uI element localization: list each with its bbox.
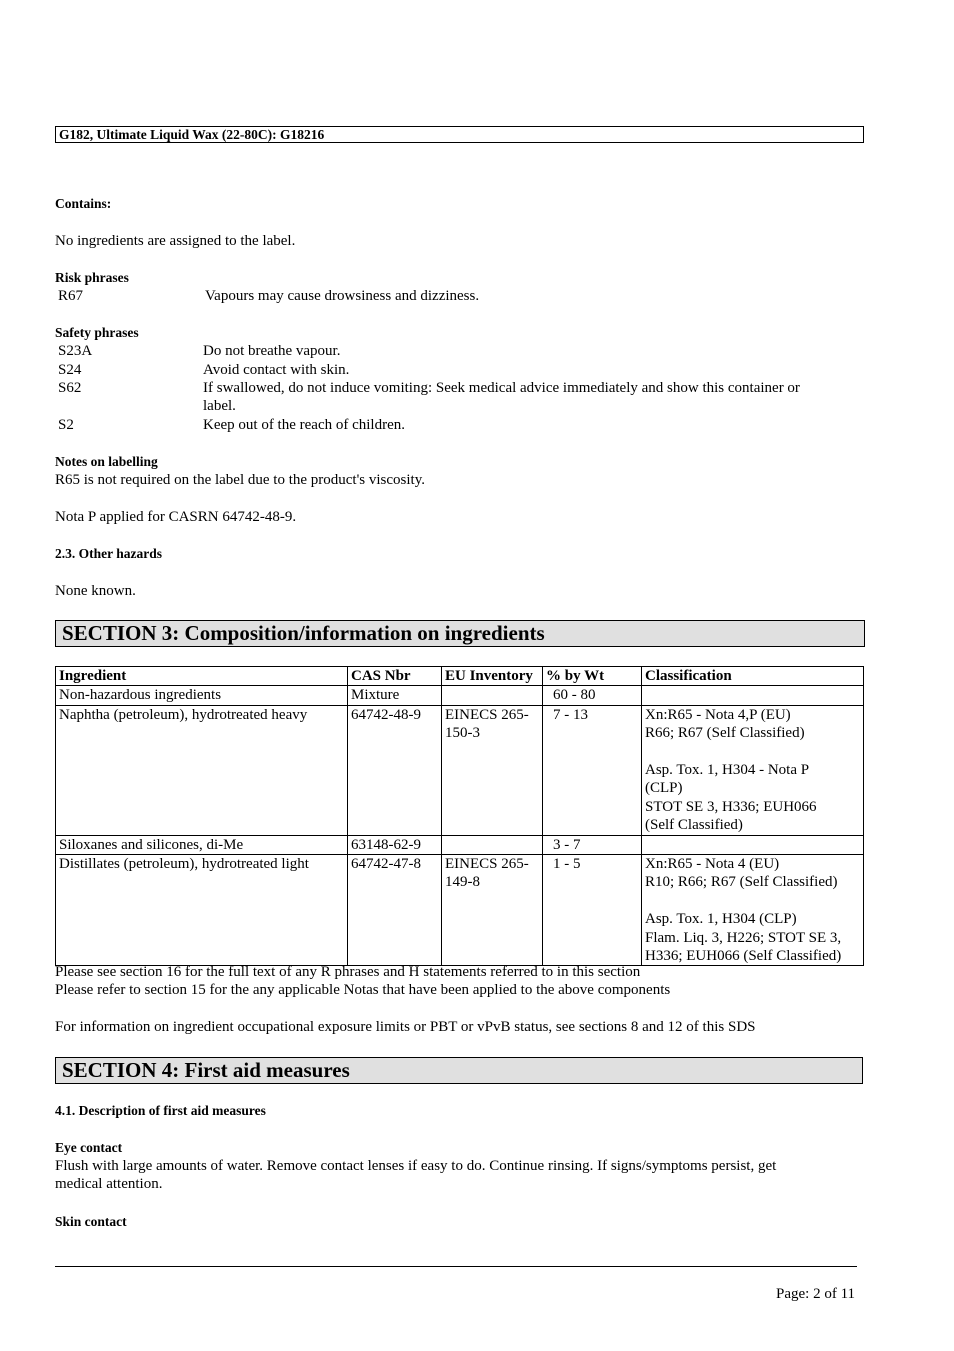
- classification-line: Xn:R65 - Nota 4,P (EU): [645, 706, 791, 723]
- ingredients-table: [55, 666, 864, 966]
- skin-contact-heading: Skin contact: [55, 1214, 127, 1229]
- other-hazards-heading: 2.3. Other hazards: [55, 546, 162, 561]
- column-header: CAS Nbr: [348, 667, 442, 686]
- page-number: Page: 2 of 11: [776, 1286, 856, 1302]
- classification-line: Xn:R65 - Nota 4 (EU): [645, 856, 780, 873]
- classification-cell: [642, 686, 864, 705]
- table-row: [56, 855, 864, 966]
- ingredient-cell: Non-hazardous ingredients: [56, 686, 348, 705]
- classification-line: [645, 892, 860, 910]
- risk-text: Vapours may cause drowsiness and dizziness.: [205, 288, 480, 304]
- eye-contact-line1: Flush with large amounts of water. Remove contact lenses if easy to do. Continue rinsing. If signs/symptoms persist, get: [55, 1158, 777, 1174]
- cas-cell: 64742-47-8: [348, 855, 442, 966]
- classification-line: [645, 743, 860, 761]
- section3-note2: Please refer to section 15 for the any applicable Notas that have been applied to the above components: [55, 982, 671, 998]
- section3-title: SECTION 3: Composition/information on ingredients: [62, 621, 545, 645]
- table-row: [56, 686, 864, 705]
- safety-code: S24: [58, 362, 82, 378]
- product-header-box: [55, 126, 864, 143]
- classification-cell: [642, 705, 864, 835]
- section4-title: SECTION 4: First aid measures: [62, 1058, 350, 1082]
- safety-code: S62: [58, 380, 82, 396]
- cas-cell: 64742-48-9: [348, 705, 442, 835]
- cas-cell: 63148-62-9: [348, 835, 442, 854]
- classification-line: Flam. Liq. 3, H226; STOT SE 3,: [645, 929, 842, 946]
- wt-cell: 3 - 7: [543, 835, 642, 854]
- column-header: % by Wt: [543, 667, 642, 686]
- safety-code: S2: [58, 417, 74, 433]
- ingredient-cell: Naphtha (petroleum), hydrotreated heavy: [56, 705, 348, 835]
- eu-cell: [442, 835, 543, 854]
- wt-cell: 60 - 80: [543, 686, 642, 705]
- safety-text-continued: label.: [203, 398, 236, 414]
- classification-cell: [642, 855, 864, 966]
- classification-line: R10; R66; R67 (Self Classified): [645, 874, 838, 891]
- eu-cell: EINECS 265-149-8: [442, 855, 543, 966]
- ingredient-cell: Siloxanes and silicones, di-Me: [56, 835, 348, 854]
- notes-labelling-heading: Notes on labelling: [55, 454, 158, 469]
- section3-note3: For information on ingredient occupational exposure limits or PBT or vPvB status, see sections 8 and 12 of this SDS: [55, 1019, 756, 1035]
- safety-text: Avoid contact with skin.: [203, 362, 350, 378]
- footer-divider: [55, 1266, 857, 1267]
- classification-cell: [642, 835, 864, 854]
- section3-note1: Please see section 16 for the full text of any R phrases and H statements referred to in this section: [55, 964, 641, 980]
- classification-line: STOT SE 3, H336; EUH066: [645, 798, 817, 815]
- notes-labelling-line2: Nota P applied for CASRN 64742-48-9.: [55, 509, 297, 525]
- column-header: Classification: [642, 667, 864, 686]
- wt-cell: 1 - 5: [543, 855, 642, 966]
- first-aid-subheading: 4.1. Description of first aid measures: [55, 1103, 266, 1118]
- eu-cell: EINECS 265-150-3: [442, 705, 543, 835]
- classification-line: R66; R67 (Self Classified): [645, 725, 805, 742]
- eye-contact-heading: Eye contact: [55, 1140, 123, 1155]
- safety-code: S23A: [58, 343, 93, 359]
- product-line: G182, Ultimate Liquid Wax (22-80C): G18216: [59, 127, 325, 142]
- safety-phrases-heading: Safety phrases: [55, 325, 139, 340]
- table-row: [56, 705, 864, 835]
- ingredient-cell: Distillates (petroleum), hydrotreated light: [56, 855, 348, 966]
- eye-contact-line2: medical attention.: [55, 1176, 163, 1192]
- table-header-row: [56, 667, 864, 686]
- classification-line: H336; EUH066 (Self Classified): [645, 948, 842, 965]
- table-row: [56, 835, 864, 854]
- safety-text: Keep out of the reach of children.: [203, 417, 405, 433]
- contains-text: No ingredients are assigned to the label.: [55, 233, 296, 249]
- contains-heading: Contains:: [55, 196, 112, 211]
- section4-header: [55, 1057, 863, 1084]
- column-header: Ingredient: [56, 667, 348, 686]
- classification-line: (Self Classified): [645, 817, 743, 834]
- risk-phrases-heading: Risk phrases: [55, 270, 129, 285]
- section3-header: [55, 620, 865, 647]
- cas-cell: Mixture: [348, 686, 442, 705]
- notes-labelling-line1: R65 is not required on the label due to the product's viscosity.: [55, 472, 425, 488]
- column-header: EU Inventory: [442, 667, 543, 686]
- classification-line: Asp. Tox. 1, H304 (CLP): [645, 911, 797, 928]
- classification-line: (CLP): [645, 780, 683, 797]
- other-hazards-text: None known.: [55, 583, 136, 599]
- eu-cell: [442, 686, 543, 705]
- safety-text: Do not breathe vapour.: [203, 343, 341, 359]
- wt-cell: 7 - 13: [543, 705, 642, 835]
- classification-line: Asp. Tox. 1, H304 - Nota P: [645, 762, 810, 779]
- risk-code: R67: [58, 288, 84, 304]
- safety-text: If swallowed, do not induce vomiting: Seek medical advice immediately and show this container or: [203, 380, 800, 396]
